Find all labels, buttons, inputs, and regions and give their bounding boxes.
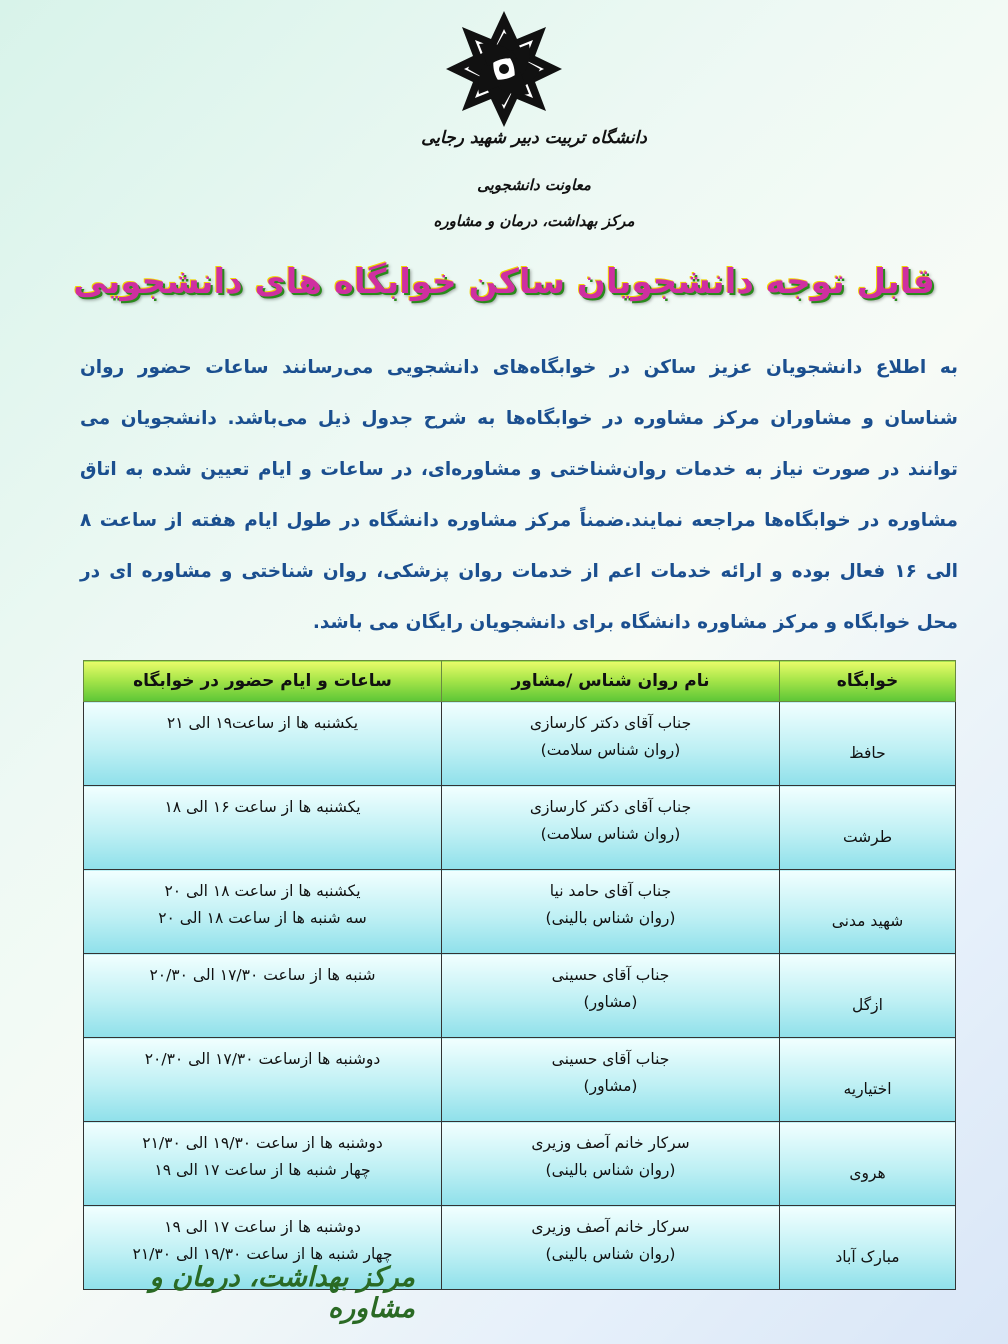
counselor-cell [442,954,780,1038]
hours-cell [84,702,442,786]
hours-line: شنبه ها از ساعت ۱۷/۳۰ الی ۲۰/۳۰ [149,966,376,984]
counselor-cell [442,1122,780,1206]
hours-line: دوشنبه ها از ساعت ۱۷ الی ۱۹ [164,1218,361,1236]
department-name: معاونت دانشجویی [477,176,591,194]
counselor-cell [442,1038,780,1122]
counselor-cell [442,870,780,954]
hours-line: دوشنبه ها ازساعت ۱۷/۳۰ الی ۲۰/۳۰ [144,1050,381,1068]
dorm-cell: مبارک آباد [780,1206,956,1290]
dorm-cell: ازگل [780,954,956,1038]
counselor-title: (مشاور) [583,993,638,1011]
hours-line: یکشنبه ها از ساعت ۱۶ الی ۱۸ [164,798,361,816]
dorm-cell: حافظ [780,702,956,786]
counselor-name: سرکار خانم آصف وزیری [531,1218,690,1236]
table-row [84,1038,956,1122]
counselor-title: (روان شناس سلامت) [540,825,681,843]
hours-cell [84,1038,442,1122]
counselor-name: جناب آقای حسینی [551,966,670,984]
counselor-cell [442,702,780,786]
counselor-title: (مشاور) [583,1077,638,1095]
center-name: مرکز بهداشت، درمان و مشاوره [433,212,635,230]
table-header-row [84,661,956,702]
counselor-name: سرکار خانم آصف وزیری [531,1134,690,1152]
counselor-name: جناب آقای دکتر کارسازی [529,798,692,816]
counselor-title: (روان شناس بالینی) [545,1245,676,1263]
hours-line: یکشنبه ها از ساعت۱۹ الی ۲۱ [166,714,359,732]
dorm-cell: طرشت [780,786,956,870]
dorm-cell: اختیاریه [780,1038,956,1122]
counselor-name: جناب آقای حامد نیا [549,882,672,900]
counselor-title: (روان شناس بالینی) [545,909,676,927]
hours-line: یکشنبه ها از ساعت ۱۸ الی ۲۰ [164,882,361,900]
counselor-title: (روان شناس سلامت) [540,741,681,759]
counselor-name: جناب آقای حسینی [551,1050,670,1068]
dorm-cell: هروی [780,1122,956,1206]
dorm-cell: شهید مدنی [780,870,956,954]
hours-cell [84,870,442,954]
hours-line: سه شنبه ها از ساعت ۱۸ الی ۲۰ [158,909,367,927]
hours-line: چهار شنبه ها از ساعت ۱۷ الی ۱۹ [154,1161,371,1179]
counselor-cell [442,786,780,870]
hours-line: دوشنبه ها از ساعت ۱۹/۳۰ الی ۲۱/۳۰ [142,1134,383,1152]
university-name: دانشگاه تربیت دبیر شهید رجایی [421,128,647,148]
footer-signature: مرکز بهداشت، درمان و مشاوره [149,1262,415,1324]
page-title: قابل توجه دانشجویان ساکن خوابگاه های دانشجویی [73,262,935,302]
header-counselor: نام روان شناس /مشاور [442,661,780,702]
schedule-table [83,660,956,1290]
header-hours: ساعات و ایام حضور در خوابگاه [84,661,442,702]
hours-line: چهار شنبه ها از ساعت ۱۹/۳۰ الی ۲۱/۳۰ [132,1245,393,1263]
hours-cell [84,1122,442,1206]
hours-cell [84,786,442,870]
university-logo-icon [430,8,578,130]
table-row [84,954,956,1038]
counselor-name: جناب آقای دکتر کارسازی [529,714,692,732]
counselor-cell [442,1206,780,1290]
table-row [84,786,956,870]
table-row [84,1122,956,1206]
hours-cell [84,954,442,1038]
counselor-title: (روان شناس بالینی) [545,1161,676,1179]
table-row [84,702,956,786]
header-dorm: خوابگاه [780,661,956,702]
intro-paragraph: به اطلاع دانشجویان عزیز ساکن در خوابگاه‌های دانشجویی می‌رسانند ساعات حضور روان شناسان و مشاوران مرکز مشاوره در خوابگاه‌ها به شرح جدول ذیل می‌باشد. دانشجویان می توانند در صورت نیاز به خدمات روان‌شناختی و مشاوره‌ای، در ساعات و ایام تعیین شده به اتاق مشاوره در خوابگاه‌ها مراجعه نمایند.ضمناً مرکز مشاوره دانشگاه در طول ایام هفته از ساعت ۸ الی ۱۶ فعال بوده و ارائه خدمات اعم از خدمات روان پزشکی، روان شناختی و مشاوره ای در محل خوابگاه و مرکز مشاوره دانشگاه برای دانشجویان رایگان می باشد. [80,357,958,633]
table-body [84,702,956,1290]
table-row [84,870,956,954]
